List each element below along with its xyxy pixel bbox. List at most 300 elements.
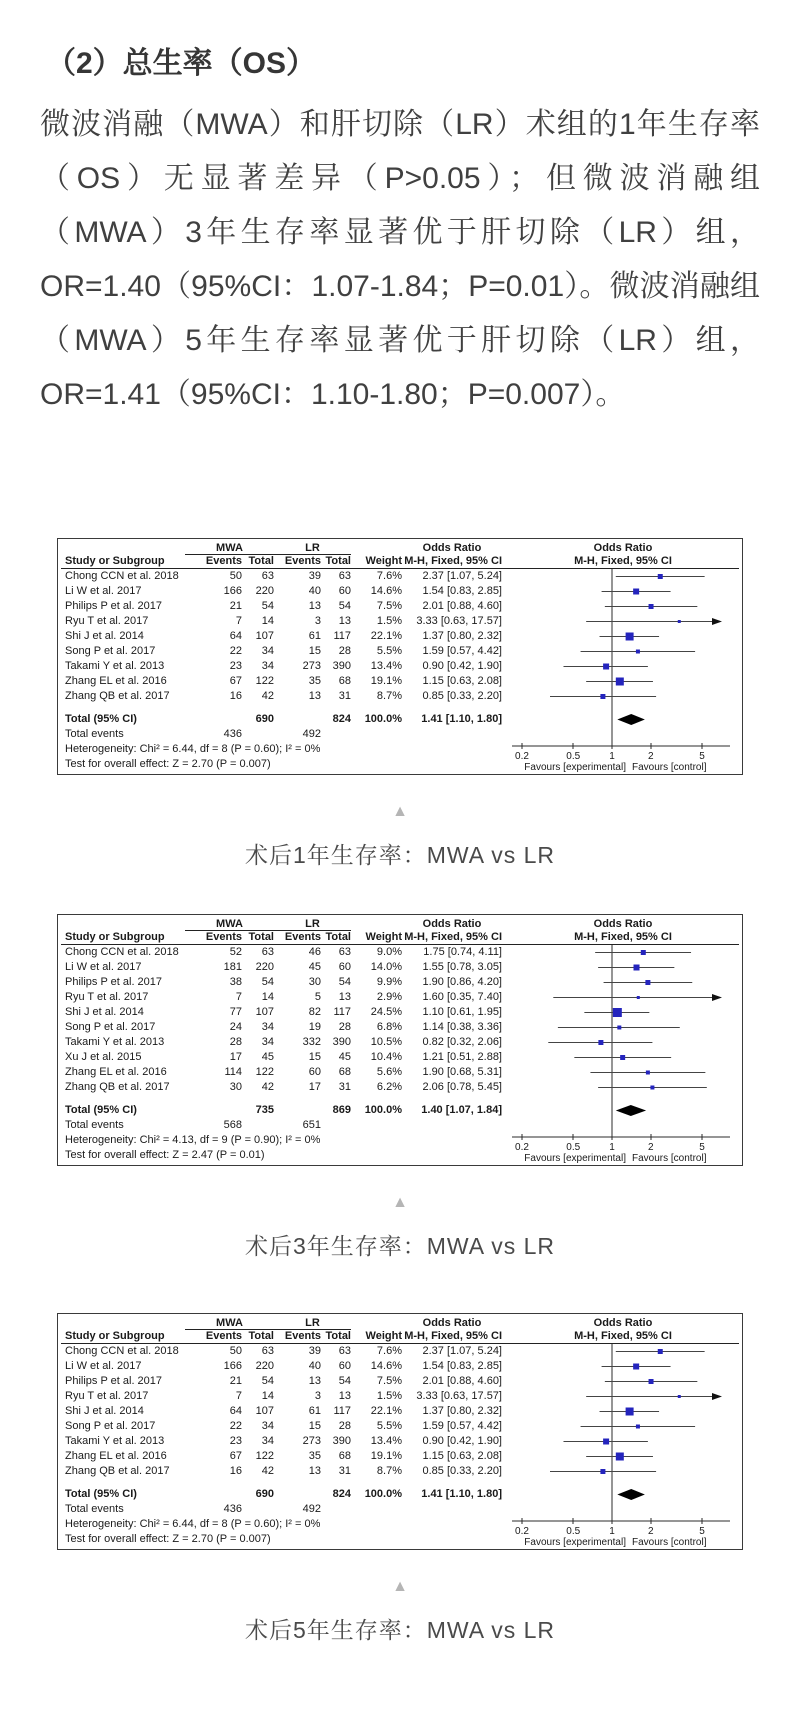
study-col-header: Study or Subgroup [65,931,165,943]
lr-total: 60 [338,1360,351,1372]
figure-caption-5y: 术后5年生存率：MWA vs LR [244,1617,556,1643]
study-name: Chong CCN et al. 2018 [65,946,179,958]
total-or-ci: 1.41 [1.10, 1.80] [421,1488,502,1500]
lr-total: 13 [338,991,351,1003]
mwa-total: 42 [261,1465,274,1477]
weight: 22.1% [370,1405,402,1417]
weight: 14.0% [370,961,402,973]
heterogeneity-line: Heterogeneity: Chi² = 6.44, df = 8 (P = 0.60); I² = 0% [65,743,321,755]
mwa-events: 23 [229,660,242,672]
svg-text:0.2: 0.2 [515,1142,529,1153]
mwa-events: 181 [223,961,242,973]
total-col-header: Total [248,1330,274,1342]
total-col-header: Total [325,555,351,567]
total-label: Total (95% CI) [65,1104,137,1116]
mwa-total: 690 [255,1488,274,1500]
mwa-events: 77 [229,1006,242,1018]
mwa-group-header: MWA [185,542,274,555]
odds-ratio-col-header: Odds Ratio [422,918,482,930]
weight: 7.6% [376,1345,402,1357]
svg-text:2: 2 [647,751,654,762]
study-name: Chong CCN et al. 2018 [65,1345,179,1357]
lr-total: 63 [338,1345,351,1357]
events-col-header: Events [205,1330,242,1342]
study-name: Xu J et al. 2015 [65,1051,142,1063]
mwa-group-header: MWA [185,918,274,931]
mwa-total: 122 [255,1066,274,1078]
lr-events: 13 [308,600,321,612]
study-name: Zhang EL et al. 2016 [65,675,167,687]
study-name: Ryu T et al. 2017 [65,615,149,627]
svg-text:Favours [control]: Favours [control] [632,1153,707,1164]
weight: 9.9% [376,976,402,988]
lr-events: 39 [308,1345,321,1357]
mwa-total: 14 [261,1390,274,1402]
total-col-header: Total [248,555,274,567]
events-col-header: Events [284,555,321,567]
lr-events: 5 [314,991,321,1003]
lr-events: 40 [308,585,321,597]
mwa-total: 107 [255,630,274,642]
study-name: Zhang QB et al. 2017 [65,690,170,702]
section-title: （2）总生率（OS） [46,47,317,80]
lr-total: 54 [338,1375,351,1387]
collapse-triangle-icon: ▲ [392,1578,408,1595]
svg-text:Favours [experimental]: Favours [experimental] [524,1153,626,1164]
weight: 19.1% [370,675,402,687]
lr-events: 15 [308,1051,321,1063]
mwa-group-header: MWA [185,1317,274,1330]
lr-events: 61 [308,630,321,642]
study-name: Takami Y et al. 2013 [65,1036,165,1048]
lr-total: 31 [338,690,351,702]
odds-ratio-plot-header: Odds Ratio [593,1317,653,1329]
lr-events: 15 [308,1420,321,1432]
lr-total: 824 [332,713,351,725]
study-name: Chong CCN et al. 2018 [65,570,179,582]
mwa-total: 63 [261,1345,274,1357]
or-ci: 1.59 [0.57, 4.42] [422,1420,502,1432]
weight: 10.5% [370,1036,402,1048]
lr-events: 60 [308,1066,321,1078]
odds-ratio-col-header: Odds Ratio [422,1317,482,1329]
forest-plot-1y [57,538,743,775]
mwa-events: 21 [229,600,242,612]
lr-events: 61 [308,1405,321,1417]
lr-events: 13 [308,690,321,702]
mwa-events: 67 [229,1450,242,1462]
forest-graph [508,918,738,1165]
figure-caption-3y: 术后3年生存率：MWA vs LR [244,1233,556,1259]
mwa-total: 107 [255,1405,274,1417]
mwa-total: 42 [261,690,274,702]
total-or-ci: 1.40 [1.07, 1.84] [421,1104,502,1116]
mwa-events: 23 [229,1435,242,1447]
svg-text:5: 5 [699,1526,705,1537]
lr-total-events: 492 [302,728,321,740]
mwa-total: 54 [261,600,274,612]
mwa-events: 38 [229,976,242,988]
study-name: Takami Y et al. 2013 [65,1435,165,1447]
weight: 7.6% [376,570,402,582]
lr-total: 28 [338,1420,351,1432]
mwa-events: 17 [229,1051,242,1063]
svg-text:Favours [experimental]: Favours [experimental] [524,1537,626,1548]
lr-events: 17 [308,1081,321,1093]
weight-col-header: Weight [365,555,402,567]
weight: 24.5% [370,1006,402,1018]
mwa-events: 52 [229,946,242,958]
mwa-events: 64 [229,1405,242,1417]
mwa-total-events: 568 [223,1119,242,1131]
lr-events: 19 [308,1021,321,1033]
study-col-header: Study or Subgroup [65,555,165,567]
total-col-header: Total [325,1330,351,1342]
mwa-total: 34 [261,660,274,672]
svg-text:0.5: 0.5 [566,751,581,762]
figure-caption-1y: 术后1年生存率：MWA vs LR [244,842,556,868]
mwa-total: 45 [261,1051,274,1063]
study-col-header: Study or Subgroup [65,1330,165,1342]
mwa-events: 114 [224,1066,242,1078]
lr-total: 390 [332,660,351,672]
svg-text:Favours [control]: Favours [control] [632,762,707,773]
or-ci: 2.37 [1.07, 5.24] [422,570,502,582]
study-name: Shi J et al. 2014 [65,1405,144,1417]
mwa-total-events: 436 [223,1503,242,1515]
or-ci: 1.54 [0.83, 2.85] [422,585,502,597]
or-ci: 1.55 [0.78, 3.05] [422,961,502,973]
forest-plot-section-5y [57,1313,800,1550]
lr-total: 31 [338,1081,351,1093]
mwa-events: 22 [229,1420,242,1432]
mh-fixed-plot-header: M-H, Fixed, 95% CI [574,1330,672,1342]
forest-graph [508,1317,738,1549]
lr-total: 45 [338,1051,351,1063]
lr-total: 117 [333,1006,351,1018]
lr-total-events: 651 [302,1119,321,1131]
svg-text:1: 1 [609,751,615,762]
lr-total: 68 [338,1066,351,1078]
mwa-total: 122 [255,675,274,687]
weight: 14.6% [370,1360,402,1372]
weight: 1.5% [376,615,402,627]
lr-group-header: LR [274,542,351,555]
mwa-events: 28 [229,1036,242,1048]
or-ci: 1.54 [0.83, 2.85] [422,1360,502,1372]
mwa-total: 690 [255,713,274,725]
or-ci: 3.33 [0.63, 17.57] [416,1390,502,1402]
lr-total: 13 [338,615,351,627]
total-weight: 100.0% [364,1104,402,1116]
mwa-total: 42 [261,1081,274,1093]
total-events-label: Total events [65,1503,124,1515]
lr-events: 35 [308,675,321,687]
svg-text:Favours [experimental]: Favours [experimental] [524,762,626,773]
svg-text:0.2: 0.2 [515,751,529,762]
heterogeneity-line: Heterogeneity: Chi² = 4.13, df = 9 (P = 0.90); I² = 0% [65,1134,321,1146]
study-name: Zhang EL et al. 2016 [65,1450,167,1462]
mwa-events: 166 [223,585,242,597]
weight: 10.4% [370,1051,402,1063]
odds-ratio-plot-header: Odds Ratio [593,542,653,554]
mwa-total: 14 [261,991,274,1003]
odds-ratio-plot-header: Odds Ratio [593,918,653,930]
svg-text:0.5: 0.5 [566,1526,581,1537]
lr-events: 82 [308,1006,321,1018]
or-ci: 2.37 [1.07, 5.24] [422,1345,502,1357]
or-ci: 1.75 [0.74, 4.11] [423,946,502,958]
total-col-header: Total [248,931,274,943]
lr-events: 39 [308,570,321,582]
mwa-total: 54 [261,976,274,988]
overall-effect-line: Test for overall effect: Z = 2.47 (P = 0.01) [65,1149,265,1161]
study-name: Li W et al. 2017 [65,961,142,973]
lr-events: 30 [308,976,321,988]
weight: 19.1% [370,1450,402,1462]
lr-total: 824 [332,1488,351,1500]
or-ci: 1.90 [0.86, 4.20] [422,976,502,988]
mwa-total: 14 [261,615,274,627]
weight: 7.5% [376,1375,402,1387]
lr-total: 390 [332,1435,351,1447]
overall-effect-line: Test for overall effect: Z = 2.70 (P = 0.007) [65,758,271,770]
lr-events: 3 [314,1390,321,1402]
mwa-total: 220 [255,961,274,973]
section-paragraph: 微波消融（MWA）和肝切除（LR）术组的1年生存率（OS）无显著差异（P>0.05）；但微波消融组（MWA）3年生存率显著优于肝切除（LR）组，OR=1.40（95%CI：1.07-1.84；P=0.01）。微波消融组（MWA）5年生存率显著优于肝切除（LR）组，OR=1.41（95%CI：1.10-1.80；P=0.007）。 [40,108,760,411]
weight: 8.7% [376,690,402,702]
or-ci: 1.14 [0.38, 3.36] [422,1021,502,1033]
mwa-events: 7 [235,1390,242,1402]
mwa-total: 34 [261,1420,274,1432]
weight-col-header: Weight [365,1330,402,1342]
weight: 13.4% [370,660,402,672]
mwa-events: 67 [229,675,242,687]
total-weight: 100.0% [364,713,402,725]
total-events-label: Total events [65,728,124,740]
lr-total: 869 [332,1104,351,1116]
study-name: Shi J et al. 2014 [65,630,144,642]
weight: 5.5% [376,645,402,657]
or-ci: 2.01 [0.88, 4.60] [422,600,502,612]
mwa-total: 34 [261,1021,274,1033]
lr-total: 13 [338,1390,351,1402]
or-ci: 0.85 [0.33, 2.20] [422,1465,502,1477]
study-name: Li W et al. 2017 [65,1360,142,1372]
mwa-events: 30 [229,1081,242,1093]
study-name: Zhang QB et al. 2017 [65,1465,170,1477]
lr-total-events: 492 [302,1503,321,1515]
mh-fixed-col-header: M-H, Fixed, 95% CI [404,931,502,943]
or-ci: 1.15 [0.63, 2.08] [422,675,502,687]
lr-total: 60 [338,961,351,973]
lr-total: 63 [338,570,351,582]
svg-text:5: 5 [699,1142,705,1153]
study-name: Ryu T et al. 2017 [65,1390,149,1402]
weight: 1.5% [376,1390,402,1402]
or-ci: 0.85 [0.33, 2.20] [422,690,502,702]
study-name: Li W et al. 2017 [65,585,142,597]
svg-text:2: 2 [647,1526,654,1537]
total-weight: 100.0% [364,1488,402,1500]
lr-events: 273 [302,1435,321,1447]
lr-total: 28 [338,645,351,657]
or-ci: 1.37 [0.80, 2.32] [422,1405,502,1417]
mwa-total: 122 [255,1450,274,1462]
lr-events: 332 [302,1036,321,1048]
odds-ratio-col-header: Odds Ratio [422,542,482,554]
mwa-events: 16 [229,1465,242,1477]
weight: 2.9% [376,991,402,1003]
events-col-header: Events [284,1330,321,1342]
total-label: Total (95% CI) [65,1488,137,1500]
mwa-events: 24 [229,1021,242,1033]
lr-total: 117 [333,1405,351,1417]
weight: 5.6% [376,1066,402,1078]
study-name: Ryu T et al. 2017 [65,991,149,1003]
or-ci: 2.06 [0.78, 5.45] [422,1081,502,1093]
forest-graph [508,542,738,774]
mwa-total: 63 [261,946,274,958]
mwa-events: 50 [229,1345,242,1357]
or-ci: 0.90 [0.42, 1.90] [422,660,502,672]
study-name: Philips P et al. 2017 [65,1375,163,1387]
lr-total: 60 [338,585,351,597]
forest-plot-5y [57,1313,743,1550]
lr-total: 117 [333,630,351,642]
lr-total: 63 [338,946,351,958]
lr-events: 13 [308,1465,321,1477]
or-ci: 1.60 [0.35, 7.40] [422,991,502,1003]
mwa-events: 7 [235,991,242,1003]
mwa-total: 34 [261,645,274,657]
weight: 5.5% [376,1420,402,1432]
mwa-events: 50 [229,570,242,582]
weight: 9.0% [376,946,402,958]
lr-events: 46 [308,946,321,958]
mwa-total: 107 [255,1006,274,1018]
study-name: Philips P et al. 2017 [65,976,163,988]
or-ci: 1.10 [0.61, 1.95] [422,1006,502,1018]
or-ci: 1.37 [0.80, 2.32] [422,630,502,642]
mwa-total: 34 [261,1036,274,1048]
total-label: Total (95% CI) [65,713,137,725]
lr-total: 54 [338,600,351,612]
events-col-header: Events [205,931,242,943]
lr-events: 273 [302,660,321,672]
mh-fixed-col-header: M-H, Fixed, 95% CI [404,1330,502,1342]
study-name: Takami Y et al. 2013 [65,660,165,672]
mwa-events: 21 [229,1375,242,1387]
lr-total: 390 [332,1036,351,1048]
svg-text:0.5: 0.5 [566,1142,581,1153]
mwa-total: 63 [261,570,274,582]
forest-plot-section-3y [57,914,800,1166]
or-ci: 0.82 [0.32, 2.06] [422,1036,502,1048]
weight: 14.6% [370,585,402,597]
collapse-triangle-icon: ▲ [392,1194,408,1211]
study-name: Zhang EL et al. 2016 [65,1066,167,1078]
weight: 13.4% [370,1435,402,1447]
heterogeneity-line: Heterogeneity: Chi² = 6.44, df = 8 (P = 0.60); I² = 0% [65,1518,321,1530]
events-col-header: Events [205,555,242,567]
weight: 22.1% [370,630,402,642]
mwa-events: 64 [229,630,242,642]
weight: 7.5% [376,600,402,612]
lr-total: 68 [338,675,351,687]
lr-events: 3 [314,615,321,627]
mh-fixed-col-header: M-H, Fixed, 95% CI [404,555,502,567]
study-name: Philips P et al. 2017 [65,600,163,612]
lr-events: 40 [308,1360,321,1372]
total-col-header: Total [325,931,351,943]
mwa-total-events: 436 [223,728,242,740]
lr-total: 54 [338,976,351,988]
collapse-triangle-icon: ▲ [392,803,408,820]
study-name: Song P et al. 2017 [65,1420,156,1432]
lr-total: 31 [338,1465,351,1477]
study-name: Zhang QB et al. 2017 [65,1081,170,1093]
or-ci: 1.15 [0.63, 2.08] [422,1450,502,1462]
svg-text:Favours [control]: Favours [control] [632,1537,707,1548]
mwa-total: 34 [261,1435,274,1447]
svg-text:0.2: 0.2 [515,1526,529,1537]
mh-fixed-plot-header: M-H, Fixed, 95% CI [574,555,672,567]
overall-effect-line: Test for overall effect: Z = 2.70 (P = 0.007) [65,1533,271,1545]
mwa-total: 735 [255,1104,274,1116]
mh-fixed-plot-header: M-H, Fixed, 95% CI [574,931,672,943]
svg-text:2: 2 [647,1142,654,1153]
mwa-events: 7 [235,615,242,627]
lr-events: 15 [308,645,321,657]
lr-events: 35 [308,1450,321,1462]
weight-col-header: Weight [365,931,402,943]
forest-plot-3y [57,914,743,1166]
lr-total: 68 [338,1450,351,1462]
or-ci: 3.33 [0.63, 17.57] [416,615,502,627]
total-or-ci: 1.41 [1.10, 1.80] [421,713,502,725]
lr-group-header: LR [274,1317,351,1330]
lr-events: 13 [308,1375,321,1387]
or-ci: 2.01 [0.88, 4.60] [422,1375,502,1387]
weight: 6.2% [376,1081,402,1093]
or-ci: 0.90 [0.42, 1.90] [422,1435,502,1447]
total-events-label: Total events [65,1119,124,1131]
mwa-total: 54 [261,1375,274,1387]
events-col-header: Events [284,931,321,943]
study-name: Song P et al. 2017 [65,1021,156,1033]
or-ci: 1.59 [0.57, 4.42] [422,645,502,657]
weight: 8.7% [376,1465,402,1477]
lr-total: 28 [338,1021,351,1033]
study-name: Song P et al. 2017 [65,645,156,657]
svg-text:1: 1 [609,1526,615,1537]
mwa-events: 16 [229,690,242,702]
or-ci: 1.21 [0.51, 2.88] [422,1051,502,1063]
mwa-total: 220 [255,585,274,597]
lr-group-header: LR [274,918,351,931]
weight: 6.8% [376,1021,402,1033]
mwa-total: 220 [255,1360,274,1372]
svg-text:1: 1 [609,1142,615,1153]
or-ci: 1.90 [0.68, 5.31] [422,1066,502,1078]
lr-events: 45 [308,961,321,973]
mwa-events: 22 [229,645,242,657]
study-name: Shi J et al. 2014 [65,1006,144,1018]
mwa-events: 166 [223,1360,242,1372]
svg-text:5: 5 [699,751,705,762]
forest-plot-section-1y [57,538,800,775]
